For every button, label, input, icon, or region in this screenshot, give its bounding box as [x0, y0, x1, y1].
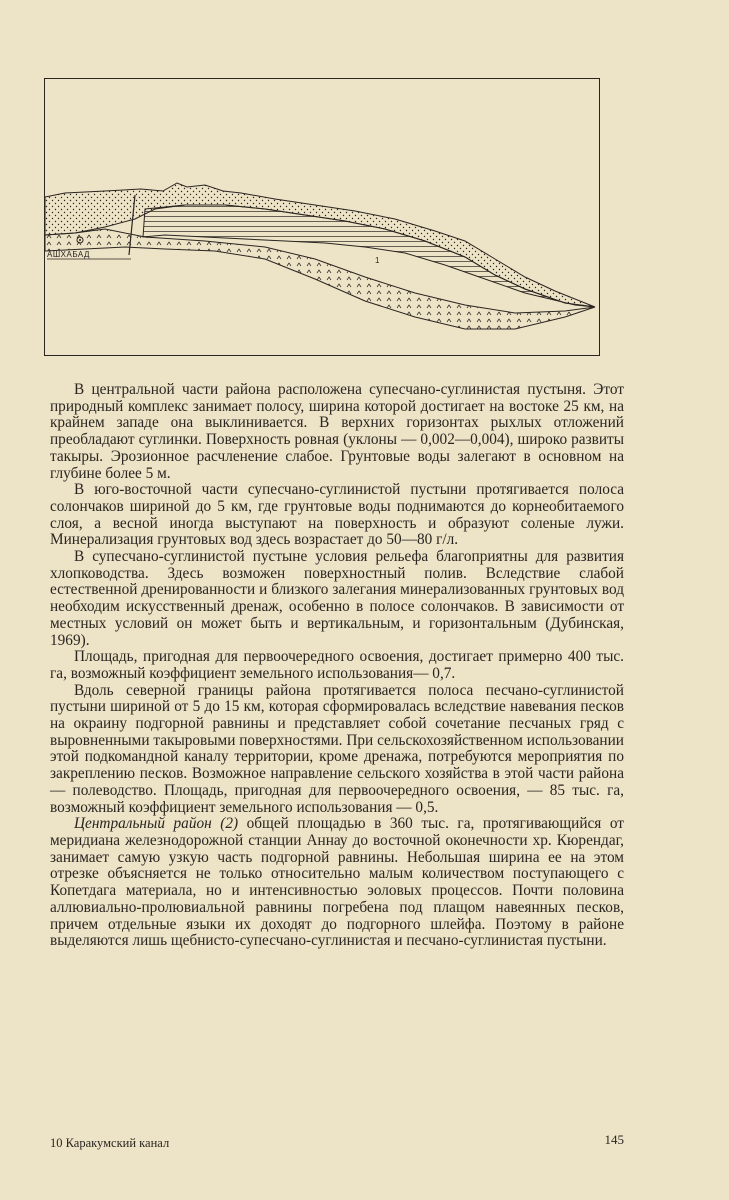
paragraph-central-region: [50, 816, 624, 950]
cross-section-drawing: [45, 79, 601, 357]
paragraph-2: В юго-восточной части супесчано-суглинистой пустыни протягивается полоса солончаков шириной до 5 км, где грунтовые воды поднимаются до корнеобитаемого слоя, а весной иногда выступают на поверхность и образуют соленые лужи. Минерализация грунтовых вод здесь возрастает до 50—80 г/л.: [50, 481, 624, 549]
page-number: 145: [604, 1132, 624, 1147]
central-region-title: Центральный район: [74, 815, 212, 833]
printer-signature: 10 Каракумский канал: [50, 1136, 170, 1150]
paragraph-3: В супесчано-суглинистой пустыне условия рельефа благоприятны для развития хлопководства. Здесь возможен поверхностный полив. Вследствие слабой естественной дренированности и близкого залегания минерализованных грунтовых вод необходим искусственный дренаж, особенно в полосе солончаков. В зависимости от местных условий он может быть и вертикальным, и горизонтальным (Дубинская, 1969).: [50, 548, 624, 649]
paragraph-5: Вдоль северной границы района протягивается полоса песчано-суглинистой пустыни шириной от 5 до 15 км, которая сформировалась вследствие навевания песков на окраину подгорной равнины и представляет собой сочетание песчаных гряд с выровненными такыровыми поверхностями. При сельскохозяйственном использовании этой подкомандной каналу территории, кроме дренажа, потребуются мероприятия по закреплению песков. Возможное направление сельского хозяйства в этой части района — полеводство. Площадь, пригодная для первоочередного освоения, — 85 тыс. га, возможный коэффициент земельного использования — 0,5.: [50, 681, 624, 816]
central-region-number: (2): [220, 815, 239, 833]
paragraph-4: Площадь, пригодная для первоочередного освоения, достигает примерно 400 тыс. га, возможный коэффициент земельного использования— 0,7.: [50, 648, 624, 682]
paragraph-1: В центральной части района расположена супесчано-суглинистая пустыня. Этот природный комплекс занимает полосу, ширина которой достигает на востоке 25 км, на крайнем западе она выклинивается. В верхних горизонтах рыхлых отложений преобладают суглинки. Поверхность ровная (уклоны — 0,002—0,004), широко развиты такыры. Эрозионное расчленение слабое. Грунтовые воды залегают в основном на глубине более 5 м.: [50, 381, 624, 482]
geological-cross-section-figure: [44, 78, 600, 356]
central-region-text: общей площадью в 360 тыс. га, протягивающийся от меридиана железнодорожной станции Аннау до восточной оконечности хр. Кюрендаг, занимает самую узкую часть подгорной равнины. Небольшая ширина ее на этом отрезке объясняется не только относительно малым количеством поступающего с Копетдага материала, но и интенсивностью эоловых процессов. Почти половина аллювиально-пролювиальной равнины погребена под плащом навеянных песков, причем отдельные языки их доходят до подгорного шлейфа. Поэтому в районе выделяются лишь щебнисто-супесчано-суглинистая и песчано-суглинистая пустыни.: [50, 815, 624, 950]
main-text: [50, 382, 624, 950]
layer-label: 1: [375, 256, 380, 265]
page-footer: [50, 1132, 624, 1152]
city-label: АШХАБАД: [47, 250, 90, 259]
